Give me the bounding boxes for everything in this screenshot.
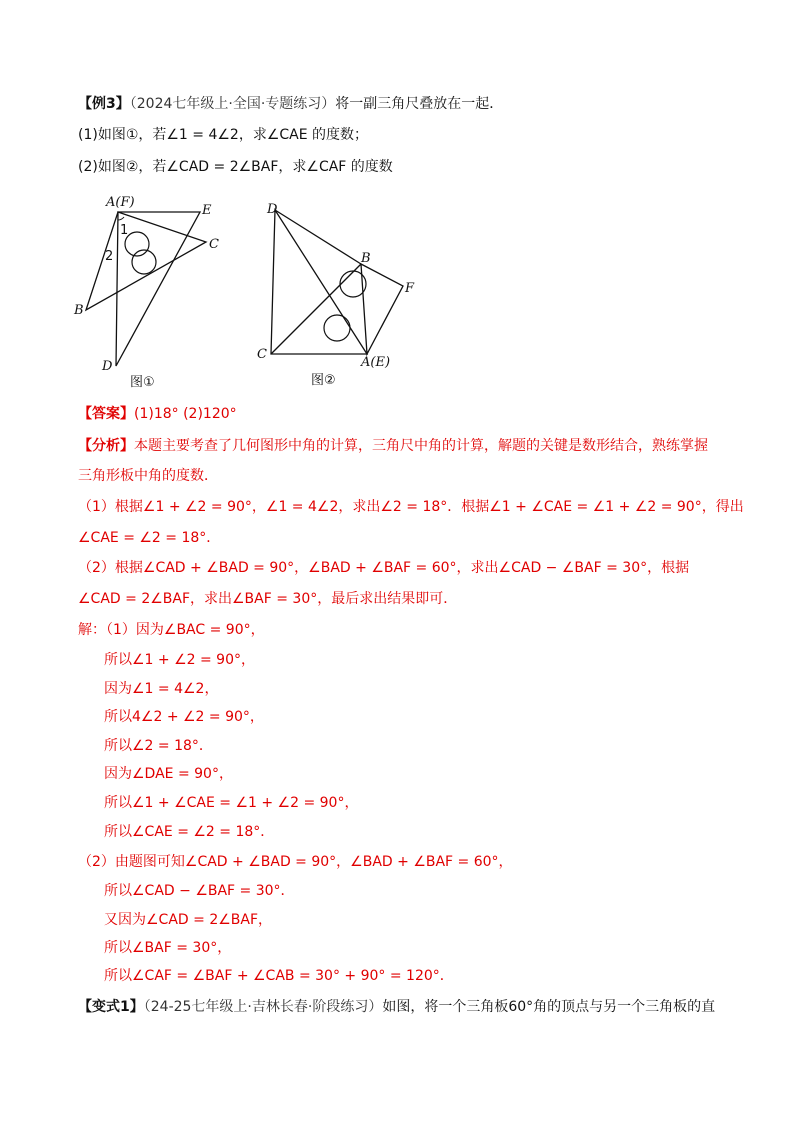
- example-header: [78, 94, 503, 114]
- example-source: （2024七年级上·全国·专题练习）: [129, 96, 336, 112]
- analysis-p2a: （2）根据∠CAD + ∠BAD = 90°，∠BAD + ∠BAF = 60°，求出∠CAD − ∠BAF = 30°，根据: [78, 560, 690, 576]
- variant-header: [78, 997, 715, 1017]
- analysis-p1a: （1）根据∠1 + ∠2 = 90°，∠1 = 4∠2，求出∠2 = 18°．根据∠1 + ∠CAE = ∠1 + ∠2 = 90°，得出: [78, 499, 744, 515]
- example-tag: 【例3】: [78, 96, 130, 112]
- figure-2: [255, 198, 425, 390]
- analysis-line-1: [78, 436, 708, 456]
- label-b: B: [74, 303, 84, 318]
- triangle-dac: [271, 210, 367, 354]
- solution-step: 所以∠2 = 18°．: [104, 738, 213, 754]
- triangle-bfa: [361, 264, 403, 354]
- solution-part-2: （2）由题图可知∠CAD + ∠BAD = 90°，∠BAD + ∠BAF = 60°，: [78, 854, 513, 870]
- solution-step: 所以∠CAF = ∠BAF + ∠CAB = 30° + 90° = 120°．: [104, 968, 454, 984]
- answer-line: [78, 404, 237, 424]
- solution-step: 所以∠CAD − ∠BAF = 30°．: [104, 883, 295, 899]
- label-c: C: [257, 347, 267, 362]
- analysis-line-2: 三角形板中角的度数．: [78, 468, 218, 484]
- solution-step: 所以∠1 + ∠CAE = ∠1 + ∠2 = 90°，: [104, 795, 359, 811]
- question-2: (2)如图②，若∠CAD = 2∠BAF，求∠CAF 的度数: [78, 159, 393, 175]
- analysis-p2b: ∠CAD = 2∠BAF，求出∠BAF = 30°，最后求出结果即可．: [78, 591, 458, 607]
- solution-step: 因为∠1 = 4∠2，: [104, 681, 219, 697]
- label-c: C: [209, 237, 219, 252]
- solution-step: 所以∠BAF = 30°，: [104, 940, 232, 956]
- angle-arc: [118, 217, 124, 220]
- solution-step: 所以4∠2 + ∠2 = 90°，: [104, 709, 264, 725]
- solution-head: 解：（1）因为∠BAC = 90°，: [78, 622, 265, 638]
- answer-text: (1)18° (2)120°: [134, 406, 237, 422]
- figure-1-caption: 图①: [130, 375, 155, 390]
- label-d: D: [102, 359, 113, 374]
- figure-1: [70, 190, 240, 390]
- variant-source: （24-25七年级上·吉林长春·阶段练习）: [143, 999, 383, 1015]
- label-e: E: [202, 203, 212, 218]
- label-d: D: [267, 202, 278, 217]
- analysis-p1b: ∠CAE = ∠2 = 18°．: [78, 530, 221, 546]
- analysis-text-1: 本题主要考查了几何图形中角的计算，三角尺中角的计算，解题的关键是数形结合，熟练掌握: [134, 438, 708, 454]
- question-1: (1)如图①，若∠1 = 4∠2，求∠CAE 的度数；: [78, 127, 369, 143]
- triangle-acb: [86, 212, 206, 310]
- solution-step: 因为∠DAE = 90°，: [104, 766, 233, 782]
- solution-step: 所以∠CAE = ∠2 = 18°．: [104, 824, 275, 840]
- label-f: F: [405, 281, 415, 296]
- answer-tag: 【答案】: [78, 406, 134, 422]
- circle-mark-2: [324, 315, 350, 341]
- label-b: B: [361, 251, 371, 266]
- angle-label-2: 2: [105, 249, 114, 264]
- example-intro: 将一副三角尺叠放在一起．: [335, 96, 504, 112]
- segment-db: [275, 210, 361, 264]
- analysis-tag: 【分析】: [78, 438, 134, 454]
- label-af: A(F): [106, 195, 135, 210]
- figure-2-caption: 图②: [311, 373, 336, 388]
- solution-step: 所以∠1 + ∠2 = 90°，: [104, 652, 255, 668]
- angle-label-1: 1: [120, 223, 129, 238]
- label-ae: A(E): [361, 355, 391, 370]
- variant-tag: 【变式1】: [78, 999, 144, 1015]
- variant-text: 如图，将一个三角板60°角的顶点与另一个三角板的直: [382, 999, 716, 1015]
- solution-step: 又因为∠CAD = 2∠BAF，: [104, 912, 273, 928]
- segment-cb: [271, 264, 361, 354]
